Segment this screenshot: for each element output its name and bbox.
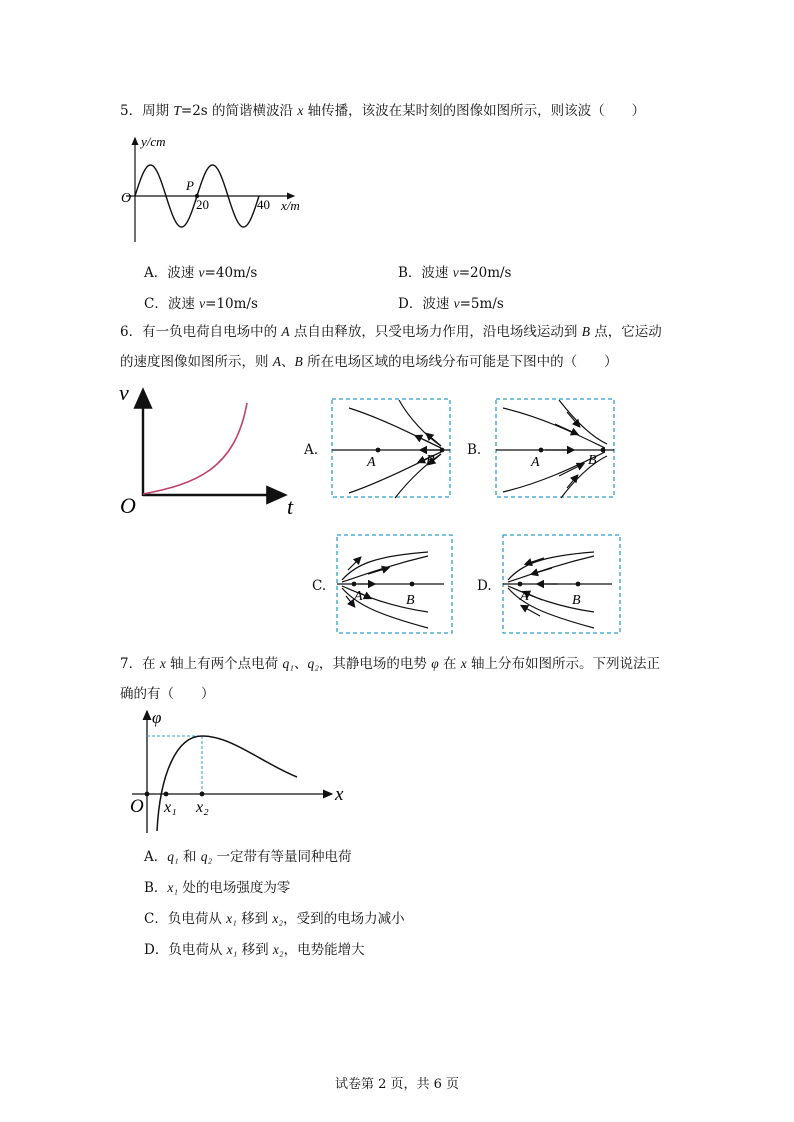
point-b-dot <box>410 582 415 587</box>
dashed-frame <box>496 399 614 497</box>
q5-option-b[interactable]: B．波速 v=20m/s <box>398 265 512 281</box>
field-arrow <box>368 568 388 574</box>
field-line <box>342 552 428 580</box>
q6-option-b-label[interactable]: B. <box>467 442 482 458</box>
point-b-dot <box>601 448 606 453</box>
q6-stem-line1: 6．有一负电荷自电场中的 A 点自由释放，只受电场力作用，沿电场线运动到 B 点，它运动 <box>120 324 662 340</box>
q5-p-label: P <box>186 178 194 193</box>
field-arrow <box>526 558 544 564</box>
q7-x1-dot <box>164 792 169 797</box>
q7-x-label: x <box>335 784 344 805</box>
field-line <box>508 552 594 580</box>
point-a-dot <box>539 448 544 453</box>
page-footer: 试卷第 2 页，共 6 页 <box>334 1077 460 1092</box>
q7-potential-curve <box>157 736 297 831</box>
q5-option-c[interactable]: C．波速 v=10m/s <box>144 296 258 312</box>
q7-origin-dot <box>145 792 150 797</box>
q6-field-panel-a[interactable] <box>331 398 453 500</box>
q5-y-label: y/cm <box>141 134 166 149</box>
q5-tick-40: 40 <box>257 197 270 212</box>
q5-x-label: x/m <box>281 198 300 213</box>
q7-potential-graph <box>122 703 352 837</box>
q7-phi-label: φ <box>152 708 162 727</box>
q6-option-a-label[interactable]: A. <box>304 442 319 458</box>
q7-option-d[interactable]: D．负电荷从 x₁ 移到 x₂，电势能增大 <box>144 942 365 958</box>
field-arrow <box>348 558 360 570</box>
q5-wave-graph <box>118 128 318 250</box>
q7-option-a[interactable]: A．q₁ 和 q₂ 一定带有等量同种电荷 <box>144 849 352 865</box>
q6-field-panel-c[interactable] <box>336 534 458 636</box>
point-b-label: B <box>588 453 597 468</box>
point-b-label: B <box>406 593 415 608</box>
q6-origin-label: O <box>120 493 136 518</box>
q7-stem-line1: 7．在 x 轴上有两个点电荷 q₁、q₂，其静电场的电势 φ 在 x 轴上分布如图所示。下列说法正 <box>120 656 661 672</box>
field-arrow <box>522 606 540 616</box>
q7-number: 7． <box>120 656 143 672</box>
point-b-label: B <box>426 453 435 468</box>
point-a-label: A <box>531 455 540 470</box>
field-line <box>399 400 441 446</box>
q6-field-panel-b[interactable] <box>495 398 617 500</box>
q6-field-panel-d[interactable] <box>502 534 624 636</box>
q6-number: 6． <box>120 324 143 340</box>
q5-tick-20: 20 <box>196 197 209 212</box>
field-arrow <box>567 476 577 488</box>
point-a-label: A <box>354 589 363 604</box>
point-a-label: A <box>367 455 376 470</box>
q7-x1-label: x₁ <box>164 799 177 816</box>
q7-stem-line2: 确的有（ ） <box>120 686 215 702</box>
q5-option-d[interactable]: D．波速 v=5m/s <box>398 296 504 312</box>
q6-option-d-label[interactable]: D. <box>477 578 492 594</box>
q7-x2-label: x₂ <box>196 799 209 816</box>
q6-t-label: t <box>287 494 294 519</box>
point-a-label: A <box>520 589 529 604</box>
field-line <box>503 408 605 448</box>
field-arrow <box>559 464 583 476</box>
q5-number: 5． <box>120 103 143 119</box>
q7-x2-dot <box>200 792 205 797</box>
q6-velocity-curve <box>143 403 247 494</box>
q6-vt-graph <box>115 380 305 520</box>
q7-origin-label: O <box>130 796 144 817</box>
field-arrow <box>532 568 552 574</box>
point-b-dot <box>440 448 445 453</box>
q6-v-label: v <box>119 380 129 405</box>
q6-stem-line2: 的速度图像如图所示，则 A、B 所在电场区域的电场线分布可能是下图中的（ ） <box>120 354 618 370</box>
q5-stem: 5．周期 T=2s 的简谐横波沿 x 轴传播，该波在某时刻的图像如图所示，则该波（ ） <box>120 103 646 119</box>
field-arrow <box>567 412 579 426</box>
q5-origin-label: O <box>121 191 132 206</box>
point-b-dot <box>576 582 581 587</box>
point-b-label: B <box>572 593 581 608</box>
q6-option-c-label[interactable]: C. <box>312 578 327 594</box>
point-a-dot <box>376 448 381 453</box>
field-arrow <box>555 424 577 434</box>
q5-option-a[interactable]: A．波速 v=40m/s <box>144 265 258 281</box>
q7-option-b[interactable]: B．x₁ 处的电场强度为零 <box>144 880 291 896</box>
dashed-frame <box>332 399 450 497</box>
point-a-dot <box>518 582 523 587</box>
point-a-dot <box>352 582 357 587</box>
q7-option-c[interactable]: C．负电荷从 x₁ 移到 x₂，受到的电场力减小 <box>144 911 405 927</box>
